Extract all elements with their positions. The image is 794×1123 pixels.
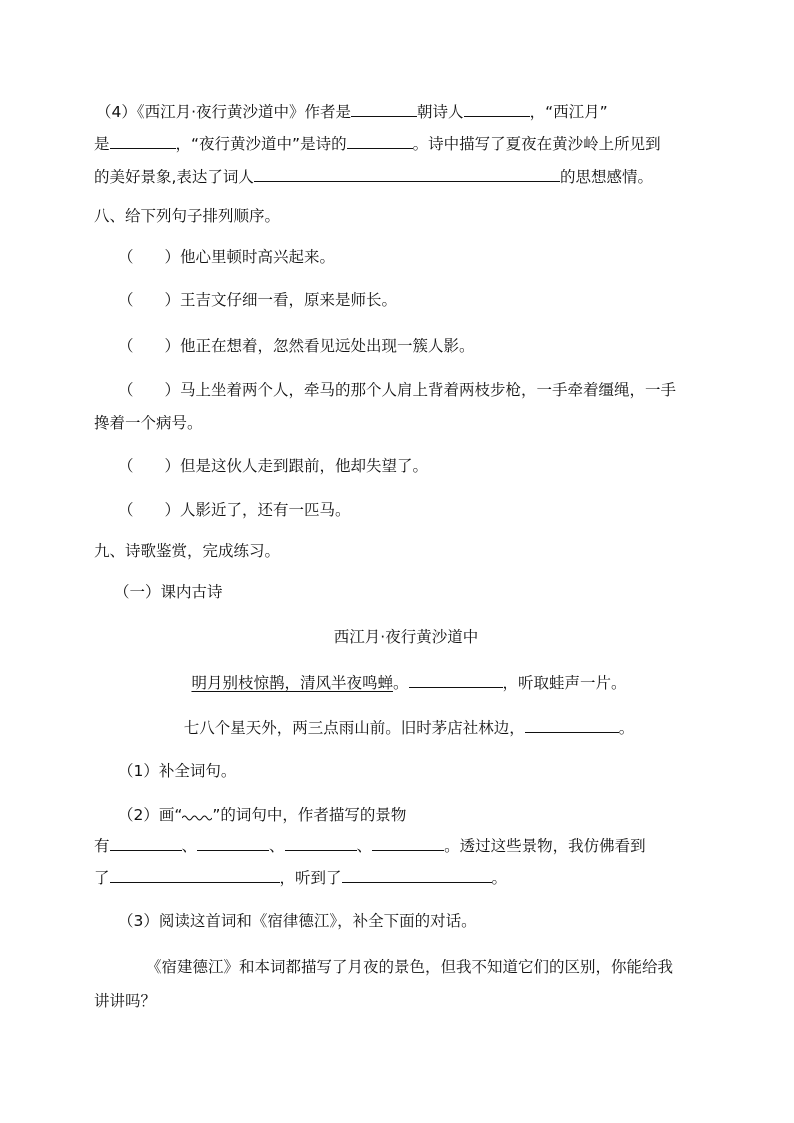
poem-text: ，听取蛙声一片。 <box>502 674 627 692</box>
order-item <box>118 456 428 476</box>
q4-line-1 <box>96 101 608 122</box>
q4-text: ，“西江月” <box>529 103 608 121</box>
blank-field[interactable] <box>372 835 444 851</box>
order-paren[interactable]: （ ） <box>118 291 181 309</box>
blank-field[interactable] <box>347 133 413 149</box>
poem-text: 。 <box>618 719 635 737</box>
order-item <box>118 290 397 310</box>
blank-field[interactable] <box>110 867 280 883</box>
blank-field[interactable] <box>285 835 357 851</box>
q2-text: 有 <box>94 837 110 855</box>
dialog-line-1: 《宿建德江》和本词都描写了月夜的景色，但我不知道它们的区别，你能给我 <box>146 958 674 976</box>
section9-title: 九、诗歌鉴赏，完成练习。 <box>94 542 281 560</box>
blank-field[interactable] <box>409 672 503 688</box>
order-paren[interactable]: （ ） <box>118 381 181 399</box>
q2-sep: 、 <box>356 837 373 855</box>
section8-title: 八、给下列句子排列顺序。 <box>94 207 281 225</box>
poem-line-2 <box>12 717 794 738</box>
poem-wavy-text: 明月别枝惊鹊，清风半夜鸣蝉 <box>191 674 393 692</box>
order-text: 王吉文仔细一看，原来是师长。 <box>180 291 398 309</box>
q4-text: 的思想感情。 <box>559 168 653 186</box>
question-1: （1）补全词句。 <box>118 762 237 780</box>
q2-sep: 、 <box>181 837 198 855</box>
order-text: 人影近了，还有一匹马。 <box>180 501 351 519</box>
order-item <box>118 336 475 356</box>
question-3: （3）阅读这首词和《宿律德江》，补全下面的对话。 <box>118 912 477 930</box>
q4-line-2 <box>94 133 661 154</box>
question-2-line-2 <box>94 835 646 856</box>
poem-text: 。 <box>392 674 409 692</box>
q4-text: ，“夜行黄沙道中”是诗的 <box>175 135 347 153</box>
q2-text: （2）画“ <box>118 806 183 824</box>
blank-field[interactable] <box>197 835 269 851</box>
poem-line-1 <box>12 672 794 693</box>
poem-text: 七八个星天外，两三点雨山前。旧时茅店社林边， <box>183 719 525 737</box>
order-item <box>118 247 335 267</box>
q4-text: 的美好景象,表达了词人 <box>94 168 254 186</box>
poem-title: 西江月·夜行黄沙道中 <box>333 628 479 646</box>
q4-text: 。诗中描写了夏夜在黄沙岭上所见到 <box>412 135 661 153</box>
order-paren[interactable]: （ ） <box>118 337 181 355</box>
blank-field[interactable] <box>525 717 619 733</box>
order-item <box>118 500 351 520</box>
order-paren[interactable]: （ ） <box>118 501 181 519</box>
order-item <box>118 380 676 400</box>
order-text: 他心里顿时高兴起来。 <box>180 248 336 266</box>
q4-text: 是 <box>94 135 110 153</box>
blank-field[interactable] <box>351 101 417 117</box>
blank-field[interactable] <box>464 101 530 117</box>
order-text: 马上坐着两个人，牵马的那个人肩上背着两枝步枪，一手牵着缰绳，一手 <box>180 381 677 399</box>
q4-prefix: （4）《西江月·夜行黄沙道中》作者是 <box>96 103 352 121</box>
blank-field[interactable] <box>110 133 176 149</box>
q2-sep: 、 <box>269 837 285 855</box>
dialog-line-2: 讲讲吗？ <box>94 992 157 1010</box>
q2-text: 。 <box>491 869 508 887</box>
question-2 <box>118 805 406 825</box>
q2-text: 。透过这些景物，我仿佛看到 <box>444 837 646 855</box>
q2-text: ，听到了 <box>279 869 342 887</box>
q2-text: ”的词句中，作者描写的景物 <box>212 806 407 824</box>
q2-text: 了 <box>94 869 110 887</box>
order-paren[interactable]: （ ） <box>118 457 181 475</box>
section9-subtitle: （一）课内古诗 <box>114 583 223 601</box>
wavy-line-icon <box>182 810 212 820</box>
blank-field[interactable] <box>342 867 492 883</box>
q4-line-3 <box>94 166 653 187</box>
blank-field[interactable] <box>254 166 560 182</box>
order-paren[interactable]: （ ） <box>118 248 181 266</box>
q4-text: 朝诗人 <box>417 103 464 121</box>
order-text: 但是这伙人走到跟前，他却失望了。 <box>180 457 429 475</box>
order-item-continuation: 搀着一个病号。 <box>94 414 203 432</box>
order-text: 他正在想着，忽然看见远处出现一簇人影。 <box>180 337 475 355</box>
blank-field[interactable] <box>110 835 182 851</box>
question-2-line-3 <box>94 867 507 888</box>
